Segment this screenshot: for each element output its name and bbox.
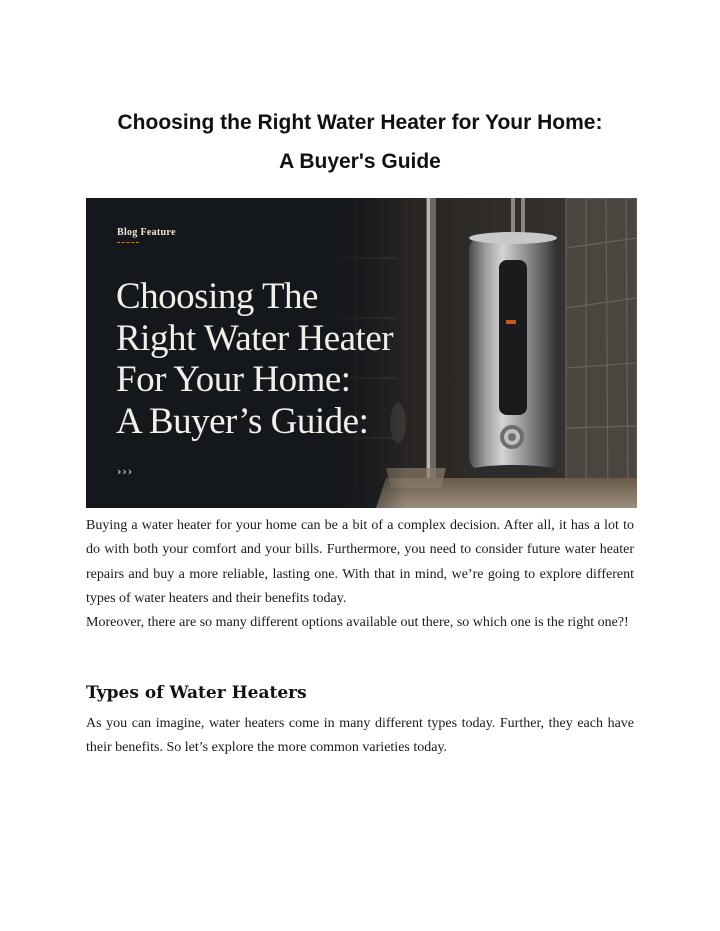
- hero-headline-line: A Buyer’s Guide:: [116, 400, 369, 442]
- hero-banner-image: [86, 198, 637, 508]
- hero-headline-line: For Your Home:: [116, 359, 351, 400]
- hero-headline: [116, 276, 446, 442]
- page-title-line-1: Choosing the Right Water Heater for Your Home:: [117, 111, 603, 134]
- second-paragraph: Moreover, there are so many different options available out there, so which one is the right one?!: [86, 615, 629, 630]
- page-title-line-2: A Buyer's Guide: [279, 150, 441, 173]
- hero-kicker-label: Blog Feature: [117, 227, 176, 238]
- chevron-right-icon: ›››: [117, 465, 134, 478]
- hero-kicker-underline: [117, 242, 139, 243]
- intro-paragraph: Buying a water heater for your home can be a bit of a complex decision. After all, it has a lot to do with both your comfort and your bills. Furthermore, you need to consider future water heater repairs and buy a more reliable, lasting one. With that in mind, we’re going to explore different types of water heaters and their benefits today.: [86, 518, 634, 606]
- section-heading-types: Types of Water Heaters: [86, 683, 307, 703]
- hero-headline-line: Right Water Heater: [116, 317, 394, 359]
- section-paragraph-types: As you can imagine, water heaters come in many different types today. Further, they each have their benefits. So let’s explore the more common varieties today.: [86, 716, 634, 756]
- hero-headline-line: Choosing The: [116, 276, 318, 317]
